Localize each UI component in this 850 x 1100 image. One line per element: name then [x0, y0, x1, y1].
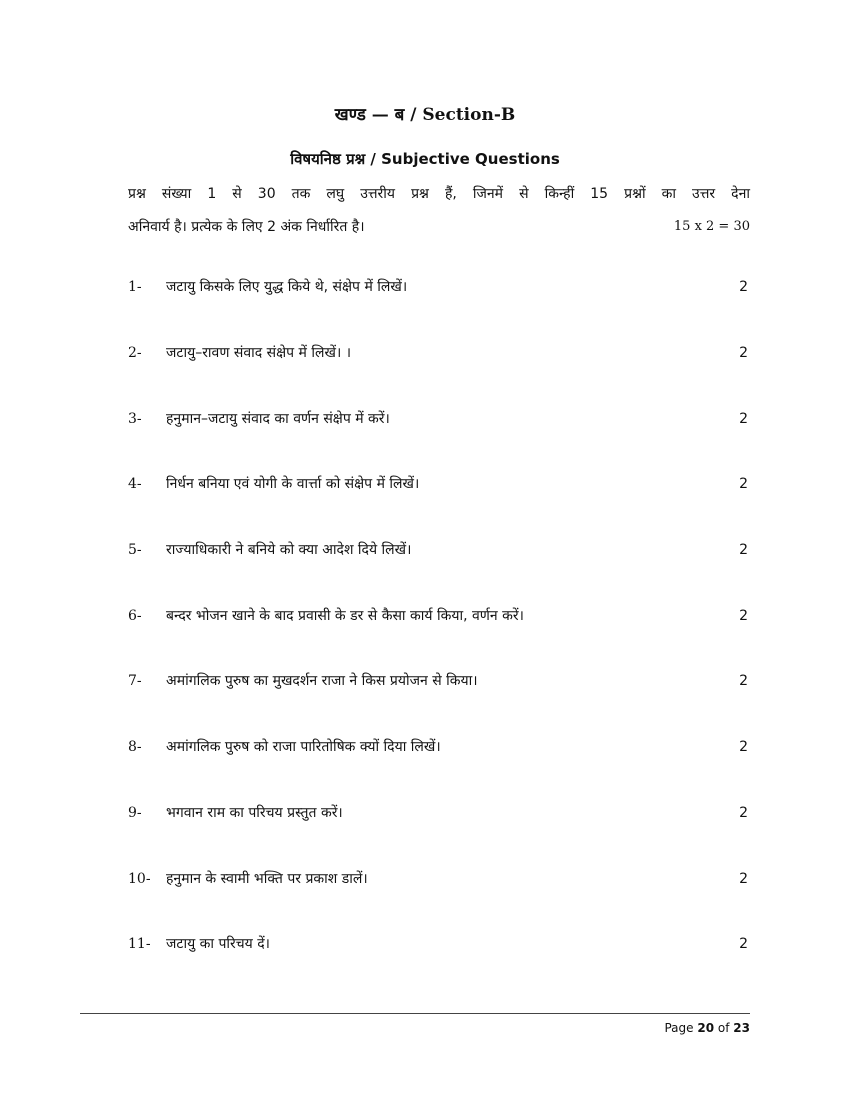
question-marks: 2: [739, 673, 748, 689]
question-text: भगवान राम का परिचय प्रस्तुत करें।: [166, 805, 343, 821]
question-text: जटायु का परिचय दें।: [166, 936, 270, 952]
footer-divider: [80, 1013, 750, 1014]
question-marks: 2: [739, 345, 748, 361]
question-item: [128, 469, 748, 499]
page-of-label: of: [717, 1021, 730, 1035]
question-number: 2-: [128, 345, 142, 361]
question-text: बन्दर भोजन खाने के बाद प्रवासी के डर से कैसा कार्य किया, वर्णन करें।: [166, 608, 524, 624]
question-number: 11-: [128, 936, 151, 952]
question-marks: 2: [739, 805, 748, 821]
question-marks: 2: [739, 739, 748, 755]
question-text: निर्धन बनिया एवं योगी के वार्त्ता को संक्षेप में लिखें।: [166, 476, 420, 492]
page-number: [664, 1018, 750, 1038]
page-total: 23: [733, 1021, 750, 1035]
question-number: 3-: [128, 411, 142, 427]
question-text: अमांगलिक पुरुष का मुखदर्शन राजा ने किस प्रयोजन से किया।: [166, 673, 478, 689]
instruction-line-1: प्रश्न संख्या 1 से 30 तक लघु उत्तरीय प्रश्न हैं, जिनमें से किन्हीं 15 प्रश्नों का उत्तर देना: [128, 186, 750, 202]
question-number: 1-: [128, 279, 142, 295]
question-item: [128, 666, 748, 696]
question-item: [128, 798, 748, 828]
total-marks: 15 x 2 = 30: [673, 219, 750, 234]
question-marks: 2: [739, 411, 748, 427]
question-text: अमांगलिक पुरुष को राजा पारितोषिक क्यों दिया लिखें।: [166, 739, 441, 755]
question-number: 5-: [128, 542, 142, 558]
question-marks: 2: [739, 279, 748, 295]
question-marks: 2: [739, 936, 748, 952]
question-number: 7-: [128, 673, 142, 689]
question-number: 9-: [128, 805, 142, 821]
question-item: [128, 272, 748, 302]
question-number: 6-: [128, 608, 142, 624]
question-text: राज्याधिकारी ने बनिये को क्या आदेश दिये लिखें।: [166, 542, 412, 558]
question-marks: 2: [739, 608, 748, 624]
instruction-line-2: अनिवार्य है। प्रत्येक के लिए 2 अंक निर्धारित है।: [128, 219, 365, 235]
question-number: 4-: [128, 476, 142, 492]
page-label: Page: [664, 1021, 694, 1035]
question-number: 8-: [128, 739, 142, 755]
question-item: [128, 864, 748, 894]
section-subtitle: विषयनिष्ठ प्रश्न / Subjective Questions: [290, 150, 560, 168]
question-item: [128, 929, 748, 959]
question-item: [128, 601, 748, 631]
section-title: खण्ड — ब / Section-B: [334, 105, 516, 125]
question-number: 10-: [128, 871, 151, 887]
question-text: जटायु किसके लिए युद्ध किये थे, संक्षेप में लिखें।: [166, 279, 408, 295]
question-marks: 2: [739, 542, 748, 558]
question-item: [128, 732, 748, 762]
question-item: [128, 338, 748, 368]
question-text: जटायु–रावण संवाद संक्षेप में लिखें। ।: [166, 345, 352, 361]
question-text: हनुमान–जटायु संवाद का वर्णन संक्षेप में करें।: [166, 411, 390, 427]
question-item: [128, 535, 748, 565]
question-item: [128, 404, 748, 434]
question-marks: 2: [739, 871, 748, 887]
question-marks: 2: [739, 476, 748, 492]
question-text: हनुमान के स्वामी भक्ति पर प्रकाश डालें।: [166, 871, 368, 887]
page-current: 20: [697, 1021, 715, 1035]
